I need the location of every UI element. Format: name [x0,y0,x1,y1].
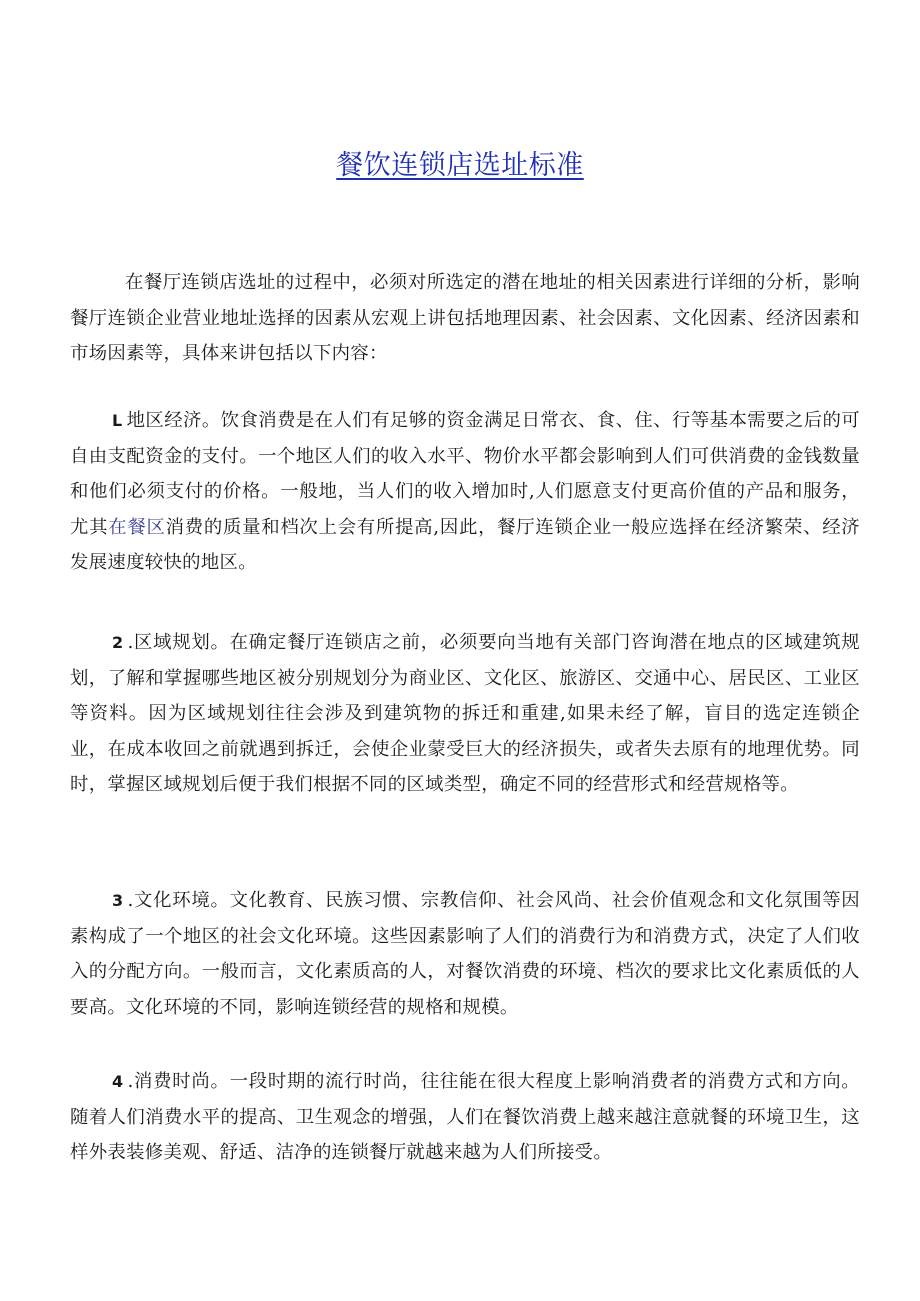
section-paragraph-4 [70,1064,860,1171]
section-highlight-1: 在餐区 [108,516,166,538]
section-marker-3: 3 [112,891,124,910]
section-text-1b: 消费的质量和档次上会有所提高,因此，餐厅连锁企业一般应选择在经济繁荣、经济发展速度较快的地区。 [70,516,860,573]
section-marker-4: 4 [112,1072,124,1091]
intro-paragraph: 在餐厅连锁店选址的过程中，必须对所选定的潜在地址的相关因素进行详细的分析，影响餐厅连锁企业营业地址选择的因素从宏观上讲包括地理因素、社会因素、文化因素、经济因素和市场因素等，具体来讲包括以下内容： [70,272,860,364]
section-text-1a: 地区经济。饮食消费是在人们有足够的资金满足日常衣、食、住、行等基本需要之后的可自由支配资金的支付。一个地区人们的收入水平、物价水平都会影响到人们可供消费的金钱数量和他们必须支付的价格。一般地，当人们的收入增加时,人们愿意支付更高价值的产品和服务，尤其 [70,410,860,538]
section-paragraph-1 [70,403,860,581]
document-title: 餐饮连锁店选址标准 [336,150,584,181]
section-marker-2: 2 [112,633,124,652]
section-text-3: .文化环境。文化教育、民族习惯、宗教信仰、社会风尚、社会价值观念和文化氛围等因素构成了一个地区的社会文化环境。这些因素影响了人们的消费行为和消费方式，决定了人们收入的分配方向。一般而言，文化素质高的人，对餐饮消费的环境、档次的要求比文化素质低的人要高。文化环境的不同，影响连锁经营的规格和规模。 [70,890,860,1018]
section-marker-1: L [112,411,123,430]
section-paragraph-3 [70,883,860,1025]
section-paragraph-2 [70,625,860,803]
section-text-2: .区域规划。在确定餐厅连锁店之前，必须要向当地有关部门咨询潜在地点的区域建筑规划，了解和掌握哪些地区被分别规划分为商业区、文化区、旅游区、交通中心、居民区、工业区等资料。因为区域规划往往会涉及到建筑物的拆迁和重建,如果未经了解，盲目的选定连锁企业，在成本收回之前就遇到拆迁，会使企业蒙受巨大的经济损失，或者失去原有的地理优势。同时，掌握区域规划后便于我们根据不同的区域类型，确定不同的经营形式和经营规格等。 [70,632,860,795]
section-text-4: .消费时尚。一段时期的流行时尚，往往能在很大程度上影响消费者的消费方式和方向。随着人们消费水平的提高、卫生观念的增强，人们在餐饮消费上越来越注意就餐的环境卫生，这样外表装修美观、舒适、洁净的连锁餐厅就越来越为人们所接受。 [70,1071,860,1163]
